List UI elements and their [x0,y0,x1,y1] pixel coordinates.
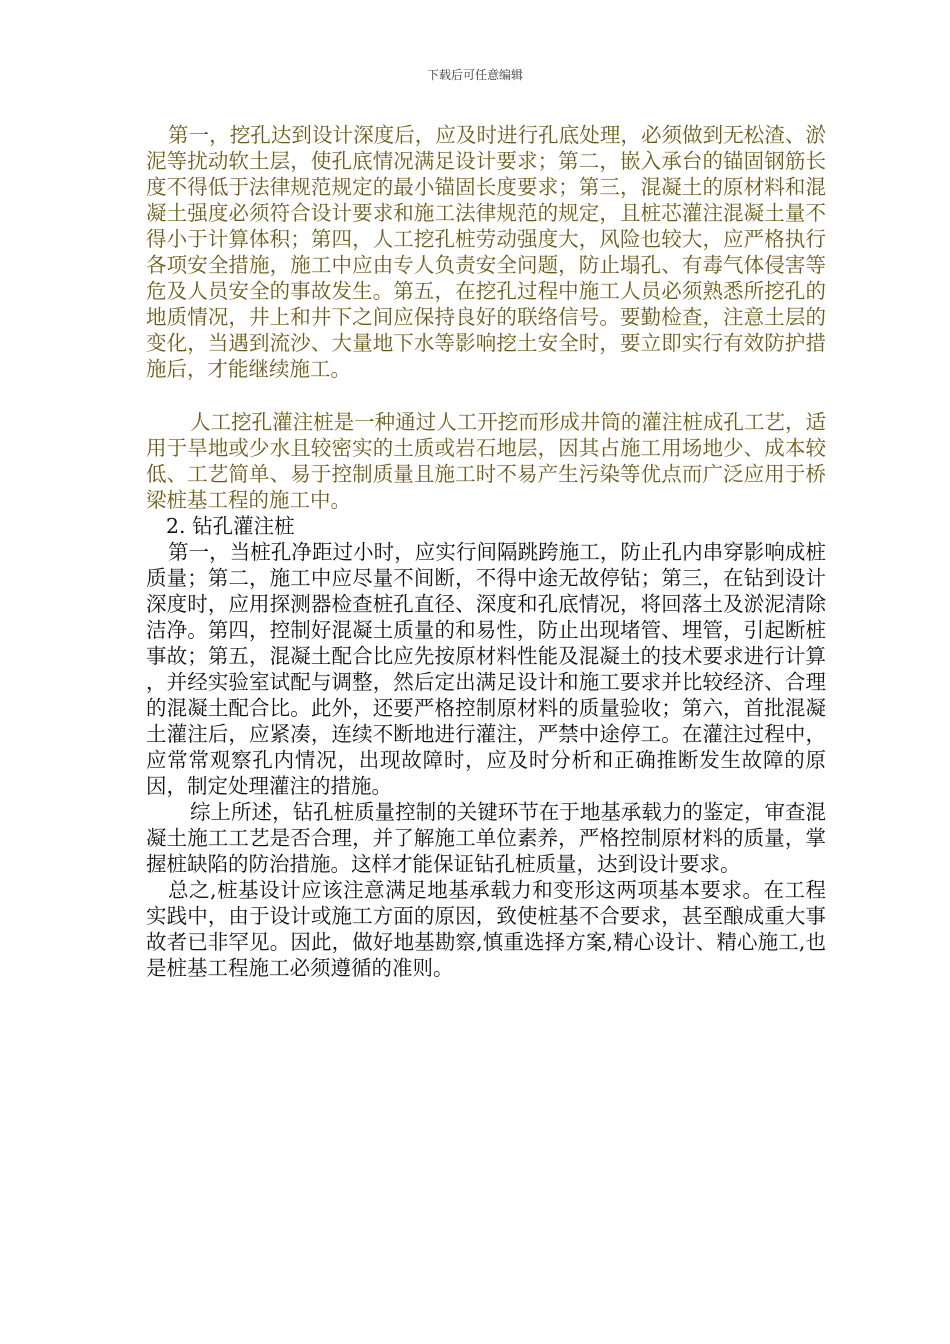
paragraph-bored-pile-requirements: 第一，当桩孔净距过小时，应实行间隔跳跨施工，防止孔内串穿影响成桩质量；第二，施工中应尽量不间断，不得中途无故停钻；第三，在钻到设计深度时，应用探测器检查桩孔直径、深度和孔底情况，将回落土及淤泥清除洁净。第四，控制好混凝土质量的和易性，防止出现堵管、埋管，引起断桩事故；第五，混凝土配合比应先按原材料性能及混凝土的技术要求进行计算 ，并经实验室试配与调整，然后定出满足设计和施工要求并比较经济、合理的混凝土配合比。此外，还要严格控制原材料的质量验收；第六，首批混凝土灌注后，应紧凑，连续不断地进行灌注，严禁中途停工。在灌注过程中，应常常观察孔内情况，出现故障时，应及时分析和正确推断发生故障的原因，制定处理灌注的措施。 [146,540,826,798]
paragraph-summary: 综上所述，钻孔桩质量控制的关键环节在于地基承载力的鉴定，审查混凝土施工工艺是否合理，并了解施工单位素养，严格控制原材料的质量，掌握桩缺陷的防治措施。这样才能保证钻孔桩质量，达到设计要求。 [146,800,826,876]
page-header: 下载后可任意编辑 [426,68,523,82]
paragraph-manual-pile-overview: 人工挖孔灌注桩是一种通过人工开挖而形成井筒的灌注桩成孔工艺，适用于旱地或少水且较密实的土质或岩石地层，因其占施工用场地少、成本较低、工艺简单、易于控制质量且施工时不易产生污染等优点而广泛应用于桥梁桩基工程的施工中。 [146,410,826,512]
document-body [146,122,826,981]
paragraph-manual-pile-requirements: 第一，挖孔达到设计深度后，应及时进行孔底处理，必须做到无松渣、淤泥等扰动软土层，使孔底情况满足设计要求；第二，嵌入承台的锚固钢筋长度不得低于法律规范规定的最小锚固长度要求；第三，混凝土的原材料和混凝土强度必须符合设计要求和施工法律规范的规定，且桩芯灌注混凝土量不得小于计算体积；第四，人工挖孔桩劳动强度大，风险也较大，应严格执行各项安全措施，施工中应由专人负责安全问题，防止塌孔、有毒气体侵害等危及人员安全的事故发生。第五，在挖孔过程中施工人员必须熟悉所挖孔的地质情况，井上和井下之间应保持良好的联络信号。要勤检查，注意土层的变化，当遇到流沙、大量地下水等影响挖土安全时，要立即实行有效防护措施后，才能继续施工。 [146,123,826,381]
paragraph-conclusion: 总之,桩基设计应该注意满足地基承载力和变形这两项基本要求。在工程实践中，由于设计或施工方面的原因，致使桩基不合要求，甚至酿成重大事故者已非罕见。因此，做好地基勘察,慎重选择方案,精心设计、精心施工,也是桩基工程施工必须遵循的准则。 [146,878,826,980]
section-heading-bored-pile: 2. 钻孔灌注桩 [166,514,295,538]
